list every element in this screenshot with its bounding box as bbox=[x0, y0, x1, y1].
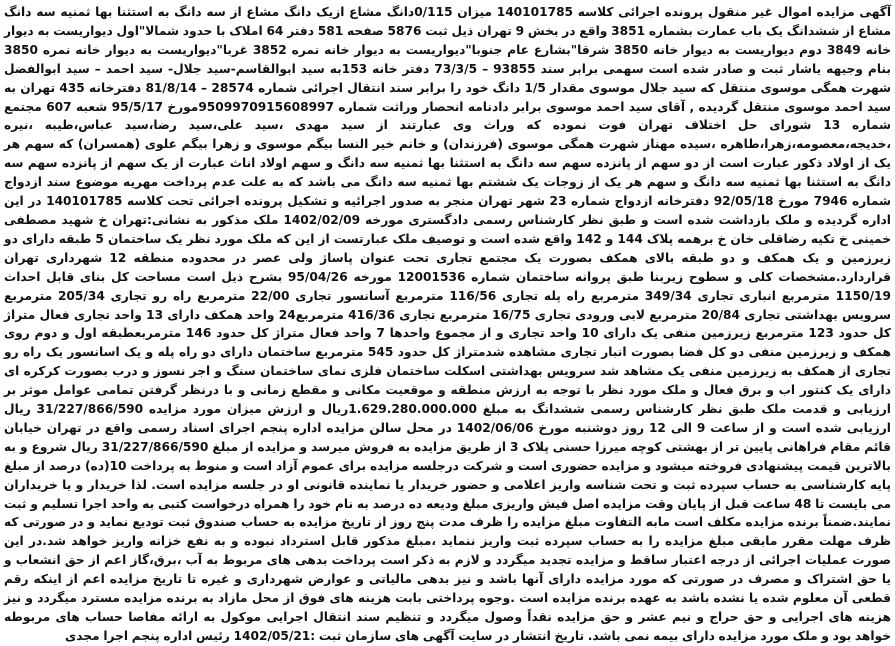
auction-notice-text: آگهی مزایده اموال غیر منقول پرونده اجرائی کلاسه 140101785 میزان 0/115دانگ مشاع ازیک دانگ مشاع از سه دانگ به استثنا بها ثمنیه سه دانگ مشاع از ششدانگ یک باب عمارت بشماره 3851 واقع در بخش 9 تهران ذیل ثبت 5876 صفحه 581 دفتر 64 املاک با حدود شمالا"اول دیواریست به دیوار خانه 3849 دوم دیواریست به دیوار خانه 3850 شرقا"بشارع عام جنوبا"دیواریست به دیوار خانه نمره 3852 غربا"دیواریست به دیوار خانه نمره 3850 بنام وجیهه یاشار ثبت و صادر شده است سهمی برابر سند 93855 – 73/3/5 دفتر خانه 153به سید ابوالقاسم-سید جلال- سید احمد – سید ابوالفضل شهرت همگی موسوی منتقل که سید جلال موسوی مقدار 1/5 دانگ خود را برابر سند انتقال اجرائی شماره 28574 – 81/8/14 دفترخانه 435 تهران به سید احمد موسوی منتقل گردیده , آقای سید احمد موسوی برابر دادنامه انحصار وراثت شماره 9509970915608997مورخ 95/5/17 شعبه 607 مجتمع شماره 13 شورای حل اختلاف تهران فوت نموده که وراث وی عبارتند از سید مهدی ،سید علی،سید رضا،سید عباس،طیبه ،نیره ،خدیجه،معصومه،زهرا،طاهره ،سیده مهناز شهرت همگی موسوی (فرزندان) و خانم خیر النسا بیگم موسوی و زهرا بیگم علوی (همسران) که سهم هر یک از اولاد ذکور عبارت است از دو سهم از پانزده سهم سه دانگ به استثنا بها ثمنیه سه دانگ و سهم اولاد اناث عبارت از یک سهم از پانزده سهم سه دانگ به استثنا بها ثمنیه سه دانگ و سهم هر یک از زوجات یک ششتم بها ثمنیه سه دانگ می باشد که به علت عدم پرداخت مهریه موضوع سند ازدواج شماره 7946 مورخ 92/05/18 دفترخانه ازدواج شماره 23 شهر تهران منجر به صدور اجرائیه و تشکیل پرونده اجرائی تحت کلاسه 140101785 در این اداره گردیده و ملک بازداشت شده است و طبق نظر کارشناس رسمی دادگستری مورخه 1402/02/09 ملک مذکور به نشانی:تهران خ شهید مصطفی خمینی خ تکیه رضاقلی خان خ برهمه پلاک 144 و 142 واقع شده است و توصیف ملک عبارتست از این که ملک مورد نظر یک ساختمان 5 طبقه دارای دو زیرزمین و یک همکف و دو طبقه بالای همکف بصورت یک مجتمع تجاری تحت عنوان پاساژ ولی عصر در محدوده منطقه 12 شهرداری تهران قراردارد.مشخصات کلی و سطوح زیربنا طبق پروانه ساختمان شماره 12001536 مورخه 95/04/26 بشرح ذیل است مساحت کل بنای قابل احداث 1150/19 مترمربع انباری تجاری 349/34 مترمربع راه پله تجاری 116/56 مترمربع آسانسور تجاری 22/00 مترمربع راه رو تجاری 205/34 مترمربع سرویس بهداشتی تجاری 20/84 مترمربع لابی ورودی تجاری 16/75 مترمربع تجاری 416/36 مترمربع24 واحد همکف دارای 13 واحد تجاری فعال متراژ کل حدود 123 مترمربع زیرزمین منفی یک دارای 10 واحد تجاری و از مجموع واحدها 7 واحد فعال متراژ کل حدود 146 مترمربعطبقه اول و دوم روی همکف و زیرزمین منفی دو کل فضا بصورت انبار تجاری مشاهده شدمتراژ کل حدود 545 مترمربع ساختمان دارای دو راه پله و یک اسانسور یک راه رو تجاری از همکف به زیرزمین منفی یک مشاهد شد سرویس بهداشتی اسکلت ساختمان فلزی نمای ساختمان سنگ و اجر نسوز و درب بصورت کرکره ای دارای یک کنتور اب و برق فعال و ملک مورد نظر با توجه به ارزش منطقه و موقعیت مکانی و مقطع زمانی و با درنظر گرفتن تمامی عوامل موثر بر ارزیابی و قدمت ملک طبق نظر کارشناس رسمی ششدانگ به مبلغ 1.629.280.000.000ریال و ارزش میزان مورد مزایده 31/227/866/590 ریال ارزیابی شده است و از ساعت 9 الی 12 روز دوشنبه مورخ 1402/06/06 در محل سالن مزایده اداره پنجم اجرای اسناد رسمی واقع در تهران خیابان قائم مقام فراهانی پایین تر از بهشتی کوچه میرزا حسنی پلاک 3 از طریق مزایده به فروش میرسد و مزایده از مبلغ 31/227/866/590 ریال شروع و به بالاترین قیمت پیشنهادی فروخته میشود و مزایده حضوری است و شرکت درجلسه مزایده برای عموم آزاد است و منوط به پرداخت 10(ده) درصد از مبلغ پایه کارشناسی به حساب سپرده ثبت و تحت شناسه واریز اعلامی و حضور خریدار یا نماینده قانونی او در جلسه مزایده است. لذا خریدار و یا خریداران می بایست تا 48 ساعت قبل از پایان وقت مزایده اصل فیش واریزی مبلغ ودیعه ده درصد به نام خود را همراه درخواست کتبی به واحد اجرا تسلیم و ثبت نمایند.ضمناً برنده مزایده مکلف است مابه التفاوت مبلغ مزایده را ظرف مدت پنج روز از تاریخ مزایده به حساب صندوق ثبت تودیع نماید و در صورتی که ظرف مهلت مقرر مابقی مبلغ مزایده را به حساب سپرده ثبت واریز ننماید ،مبلغ مذکور قابل استرداد نبوده و به نفع خزانه واریز خواهد شد.در این صورت عملیات اجرائی از درجه اعتبار ساقط و مزایده تجدید میگردد و لازم به ذکر است پرداخت بدهی های مربوط به آب ،برق،گاز اعم از حق انشعاب و یا حق اشتراک و مصرف در صورتی که مورد مزایده دارای آنها باشد و نیز بدهی مالیاتی و عوارض شهرداری و غیره تا تاریخ مزایده اعم از اینکه رقم قطعی آن معلوم شده یا نشده باشد به عهده برنده مزایده است .وجوه پرداختی بابت هزینه های فوق از محل مازاد به برنده مزایده مسترد میگردد و نیز هزینه های اجرایی و حق حراج و نیم عشر و حق مزایده نقداً وصول میگردد و تنظیم سند انتقال اجرایی موکول به ارائه مفاصا حساب های مربوطه خواهد بود و ملک مورد مزایده دارای بیمه نمی باشد. تاریخ انتشار در سایت آگهی های سازمان ثبت :1402/05/21 رئیس اداره پنجم اجرا مجدی bbox=[4, 5, 892, 643]
